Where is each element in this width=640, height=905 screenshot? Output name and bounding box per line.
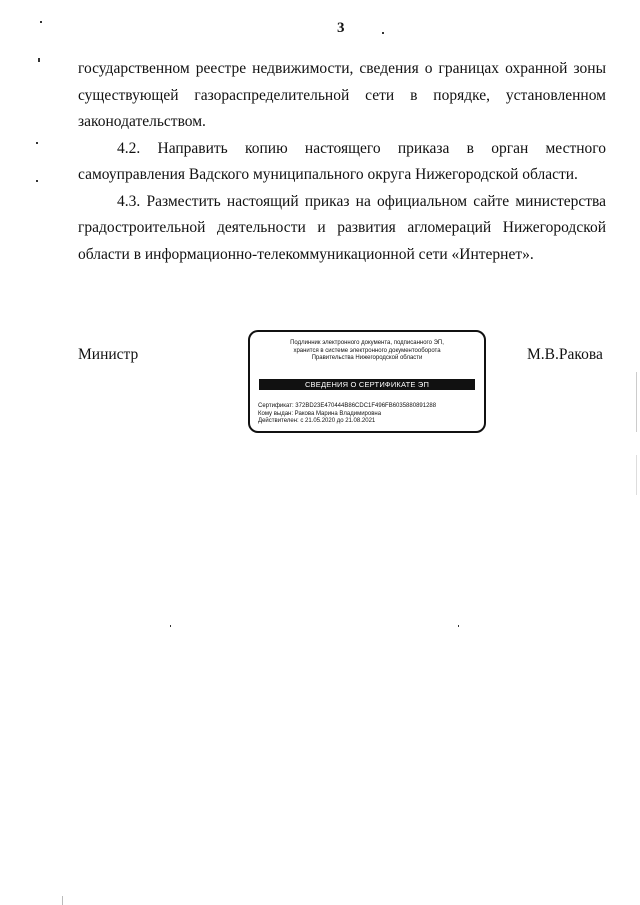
- certificate-number: Сертификат: 372BD23E470444B86CDC1F496FB6035880891288: [258, 403, 437, 409]
- paragraph-continuation: государственном реестре недвижимости, сведения о границах охранной зоны существующей газораспределительной сети в порядке, установленном законодательством.: [78, 60, 606, 130]
- stamp-details: [258, 403, 480, 426]
- signer-title: Министр: [78, 346, 139, 363]
- scan-speck: [40, 21, 42, 23]
- scan-edge: [636, 372, 637, 432]
- stamp-notice-line: хранится в системе электронного документооборота: [293, 347, 441, 354]
- scan-speck: [458, 625, 459, 627]
- scan-speck: [36, 180, 38, 182]
- scan-edge: [636, 455, 637, 495]
- paragraph-4-3: 4.3. Разместить настоящий приказ на официальном сайте министерства градостроительной деятельности и развития агломераций Нижегородской области в информационно-телекоммуникационной сети «Интернет».: [78, 192, 606, 263]
- scan-speck: [36, 142, 38, 144]
- electronic-signature-stamp: [248, 330, 486, 433]
- scan-speck: [382, 32, 384, 34]
- scan-speck: [38, 58, 40, 62]
- page-number: 3: [337, 20, 345, 36]
- scan-edge: [62, 896, 63, 905]
- document-body: [78, 56, 606, 268]
- paragraph-4-2: 4.2. Направить копию настоящего приказа в орган местного самоуправления Вадского муниципального округа Нижегородской области.: [78, 139, 606, 183]
- certificate-owner: Кому выдан: Ракова Марина Владимировна: [258, 410, 382, 417]
- signer-name: М.В.Ракова: [527, 346, 603, 363]
- stamp-notice-line: Подлинник электронного документа, подписанного ЭП,: [290, 340, 444, 346]
- stamp-notice-line: Правительства Нижегородской области: [311, 355, 423, 361]
- scan-speck: [170, 625, 171, 627]
- certificate-validity: Действителен: с 21.05.2020 до 21.08.2021: [258, 418, 376, 424]
- stamp-header: СВЕДЕНИЯ О СЕРТИФИКАТЕ ЭП: [259, 379, 475, 390]
- stamp-notice: [256, 340, 478, 363]
